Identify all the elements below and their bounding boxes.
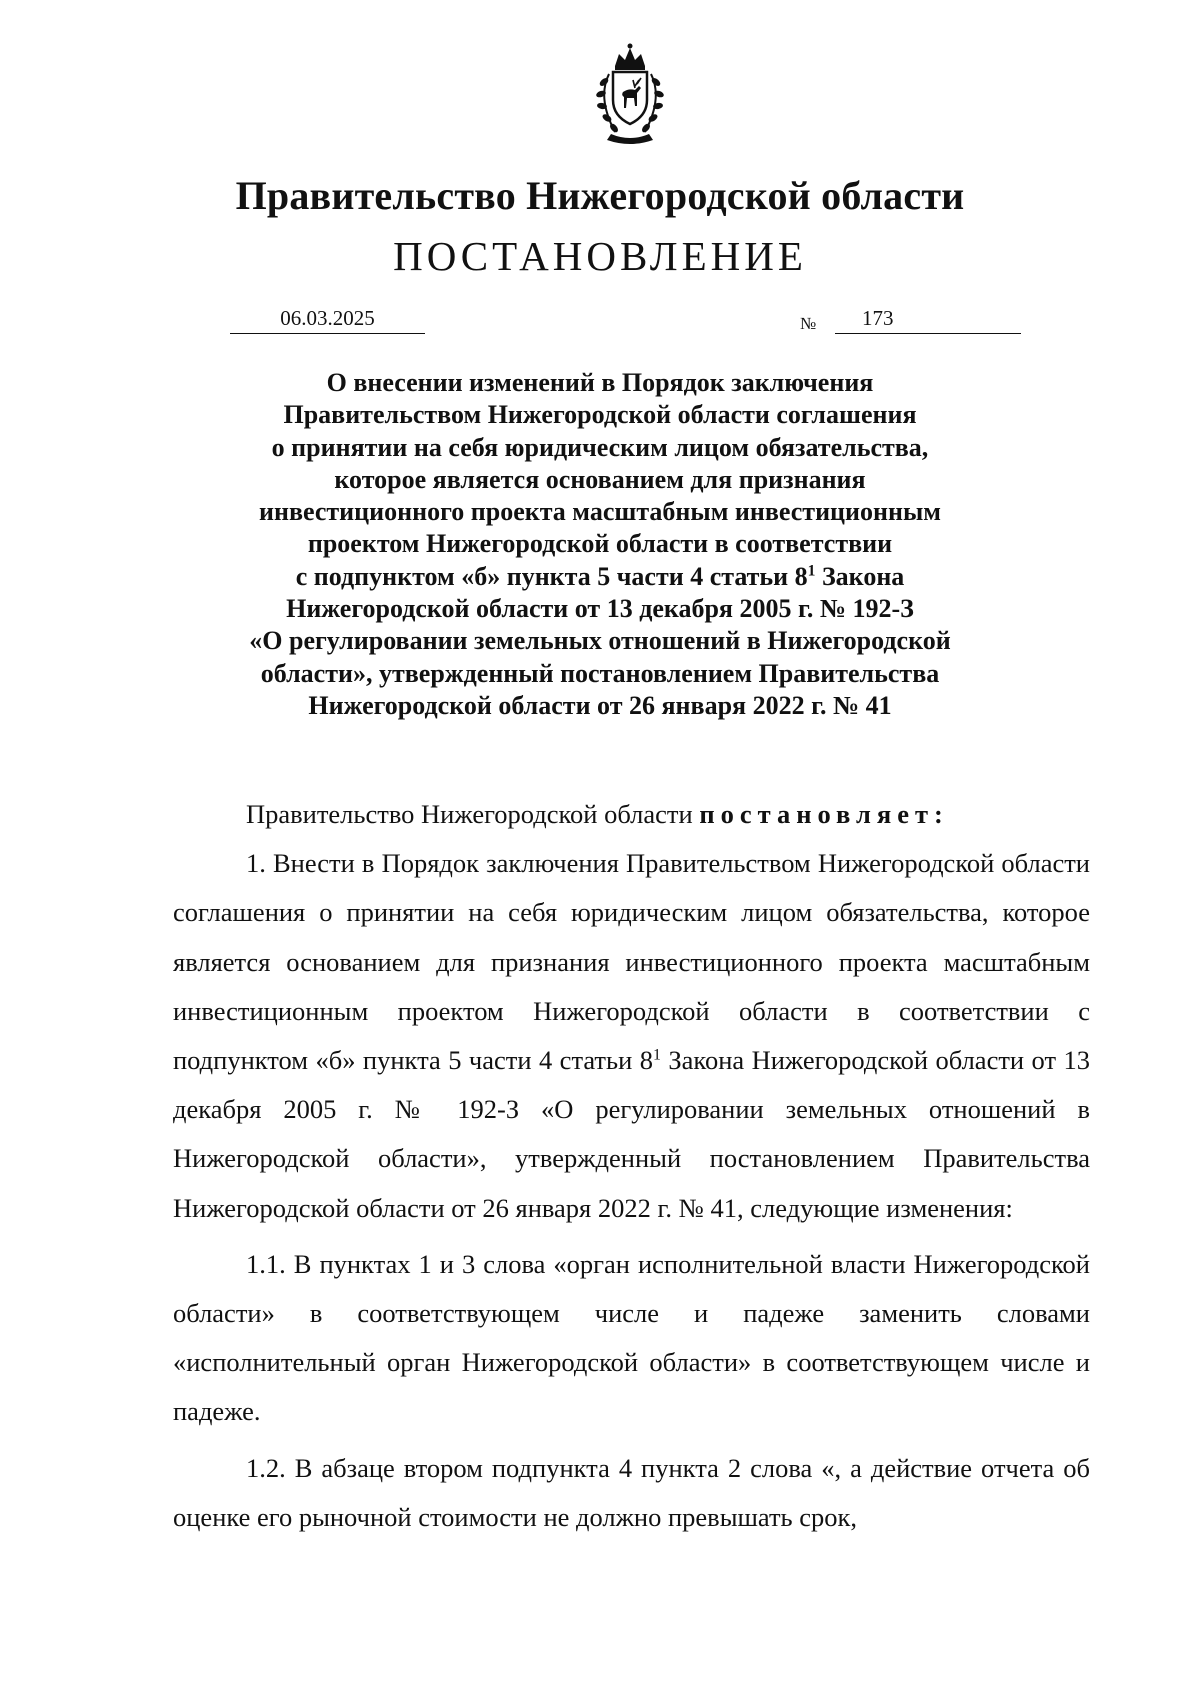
title-line: «О регулировании земельных отношений в Нижегородской (249, 626, 951, 656)
paragraph-text: Закона Нижегородской области от 13 декабря 2005 г. № 192-З «О регулировании земельных отношений в Нижегородской области», утвержденный постановлением Правительства Нижегородской области от 26 января 2022 г. № 41, следующие изменения: (173, 1045, 1090, 1223)
title-line: инвестиционного проекта масштабным инвестиционным (259, 497, 941, 527)
organization-name: Правительство Нижегородской области (235, 173, 965, 218)
document-date: 06.03.2025 (230, 306, 425, 334)
document-body (173, 790, 1090, 1542)
preamble (173, 790, 1090, 839)
preamble-keyword: постановляет: (699, 799, 949, 829)
title-text: Закона (815, 561, 905, 591)
coat-of-arms-icon (575, 40, 685, 150)
superscript: 1 (807, 562, 816, 580)
preamble-text: Правительство Нижегородской области (246, 799, 700, 829)
title-line: которое является основанием для признания (334, 464, 866, 494)
number-sign: № (800, 314, 817, 333)
paragraph-text: 1. Внести в Порядок заключения Правительством Нижегородской области соглашения о принятии на себя юридическим лицом обязательства, которое является основанием для признания инвестиционного проекта масштабным инвестиционным проектом Нижегородской области в соответствии с подпунктом «б» пункта 5 части 4 статьи 8 (173, 848, 1090, 1076)
paragraph-1-1: 1.1. В пунктах 1 и 3 слова «орган исполнительной власти Нижегородской области» в соответствующем числе и падеже заменить словами «исполнительный орган Нижегородской области» в соответствующем числе и падеже. (173, 1248, 1090, 1427)
superscript: 1 (652, 1046, 661, 1064)
title-line: проектом Нижегородской области в соответствии (307, 529, 893, 559)
title-line: Правительством Нижегородской области соглашения (283, 400, 917, 430)
title-text: с подпунктом «б» пункта 5 части 4 статьи 8 (295, 561, 808, 591)
document-title (150, 367, 1050, 722)
title-line: области», утвержденный постановлением Правительства (260, 658, 940, 688)
title-line: Нижегородской области от 13 декабря 2005 г. № 192-З (286, 594, 914, 624)
paragraph-1-2: 1.2. В абзаце втором подпункта 4 пункта 2 слова «, а действие отчета об оценке его рыночной стоимости не должно превышать срок, (173, 1452, 1090, 1532)
title-line (150, 561, 1050, 593)
title-line: О внесении изменений в Порядок заключения (326, 368, 874, 397)
document-type: ПОСТАНОВЛЕНИЕ (393, 233, 807, 279)
document-number-field (835, 306, 1021, 334)
paragraph-1 (173, 839, 1090, 1233)
document-number: 173 (862, 306, 894, 330)
title-line: Нижегородской области от 26 января 2022 г. № 41 (308, 690, 892, 720)
title-line: о принятии на себя юридическим лицом обязательства, (271, 432, 929, 462)
